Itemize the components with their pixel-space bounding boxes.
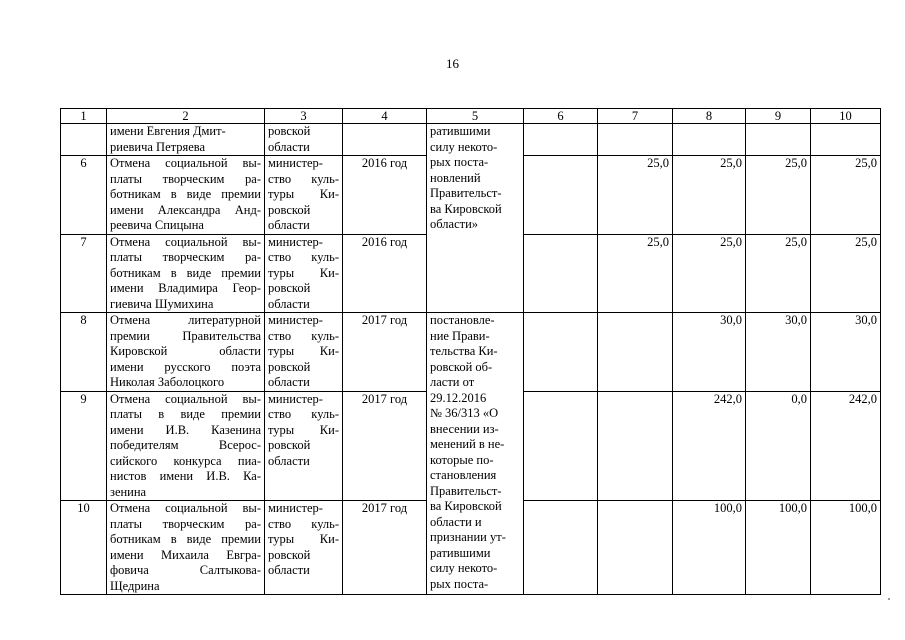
value-cell-col10: 100,0 [811,501,881,595]
cell-text-line: Щедрина [110,578,160,593]
value-cell-col9: 0,0 [746,391,811,501]
department-cell [265,124,343,156]
cell-text-line: сийского конкурса пиа- [110,453,261,468]
value-cell-col8 [673,124,746,156]
department-cell [265,313,343,392]
col-header-1: 1 [61,109,107,124]
cell-text-line: нистов имени И.В. Ка- [110,469,261,483]
cell-text-line: платы творческим ра- [110,171,261,186]
measure-name-cell [107,124,265,156]
value-cell-col7: 25,0 [598,234,673,313]
cell-text-line: туры Ки- [268,532,339,546]
cell-text-line: ровской об- [430,359,493,374]
col-header-8: 8 [673,109,746,124]
value-cell-col6 [524,313,598,392]
value-cell-col7 [598,313,673,392]
value-cell-col7 [598,124,673,156]
value-cell-col6 [524,501,598,595]
cell-text-line: имени Евгения Дмит- [110,124,226,138]
cell-text-line: ботникам в виде премии [110,265,261,280]
value-cell-col10: 30,0 [811,313,881,392]
cell-text-line: ва Кировской [430,499,502,513]
cell-text-line: туры Ки- [268,422,339,437]
value-cell-col6 [524,124,598,156]
cell-text-line: ровской [268,124,311,138]
cell-text-line: области и [430,514,482,529]
value-cell-col8: 25,0 [673,234,746,313]
cell-text-line: платы творческим ра- [110,516,261,531]
cell-text-line: Отмена социальной вы- [110,156,261,170]
cell-text-line: области [268,139,310,154]
value-cell-col10: 25,0 [811,156,881,235]
cell-text-line: ровской [268,202,311,217]
cell-text-line: становления [430,468,497,482]
row-number-cell: 8 [61,313,107,392]
cell-text-line: области» [430,217,479,231]
value-cell-col9: 25,0 [746,234,811,313]
cell-text-line: министер- [268,391,323,406]
cell-text-line: имени Михаила Евгра- [110,547,261,562]
cell-text-line: ласти от [430,375,475,389]
year-cell: 2016 год [343,156,427,235]
department-cell [265,501,343,595]
cell-text-line: рых поста- [430,155,489,169]
cell-text-line: постановле- [430,313,495,327]
cell-text-line: платы в виде премии [110,407,261,421]
cell-text-line: гиевича Шумихина [110,296,214,311]
cell-text-line: № 36/313 «О [430,406,499,420]
value-cell-col10 [811,124,881,156]
cell-text-line: министер- [268,156,323,170]
cell-text-line: зенина [110,484,147,499]
cell-text-line: ство куль- [268,516,339,531]
measure-name-cell [107,391,265,501]
col-header-5: 5 [427,109,524,124]
value-cell-col6 [524,156,598,235]
cell-text-line: менений в не- [430,437,505,451]
cell-text-line: области [268,375,310,389]
year-cell: 2017 год [343,501,427,595]
cell-text-line: туры Ки- [268,265,339,280]
cell-text-line: Правительст- [430,186,502,200]
col-header-2: 2 [107,109,265,124]
cell-text-line: области [268,563,310,577]
year-cell: 2017 год [343,313,427,392]
measure-name-cell [107,156,265,235]
measure-name-cell [107,501,265,595]
cell-text-line: имени Владимира Геор- [110,281,261,295]
row-number-cell: 10 [61,501,107,595]
cell-text-line: ровской [268,547,311,562]
cell-text-line: Отмена социальной вы- [110,501,261,515]
document-table [60,108,881,595]
value-cell-col9: 30,0 [746,313,811,392]
value-cell-col8: 242,0 [673,391,746,501]
cell-text-line: признании ут- [430,530,506,544]
cell-text-line: Отмена социальной вы- [110,391,261,406]
cell-text-line: ровской [268,359,311,374]
cell-text-line: ство куль- [268,250,339,264]
value-cell-col8: 100,0 [673,501,746,595]
cell-text-line: ботникам в виде премии [110,187,261,201]
cell-text-line: Правительст- [430,483,502,498]
cell-text-line: Отмена социальной вы- [110,234,261,249]
cell-text-line: тельства Ки- [430,344,498,358]
cell-text-line: внесении из- [430,421,499,436]
value-cell-col9: 25,0 [746,156,811,235]
cell-text-line: ратившими [430,124,491,138]
cell-text-line: ние Прави- [430,328,490,343]
department-cell [265,156,343,235]
row-number-cell [61,124,107,156]
row-number-cell: 9 [61,391,107,501]
cell-text-line: платы творческим ра- [110,250,261,264]
cell-text-line: которые по- [430,452,494,467]
value-cell-col8: 25,0 [673,156,746,235]
cell-text-line: рых поста- [430,576,489,591]
cell-text-line: имени русского поэта [110,359,261,374]
col-header-10: 10 [811,109,881,124]
year-cell: 2016 год [343,234,427,313]
cell-text-line: ботникам в виде премии [110,532,261,546]
cell-text-line: ратившими [430,545,491,560]
value-cell-col8: 30,0 [673,313,746,392]
table-row [61,124,881,156]
col-header-9: 9 [746,109,811,124]
value-cell-col7 [598,501,673,595]
cell-text-line: риевича Петряева [110,139,206,154]
cell-text-line: премии Правительства [110,328,261,343]
cell-text-line: новлений [430,170,481,185]
row-number-cell: 6 [61,156,107,235]
value-cell-col9: 100,0 [746,501,811,595]
col-header-6: 6 [524,109,598,124]
value-cell-col7 [598,391,673,501]
year-cell: 2017 год [343,391,427,501]
row-number-cell: 7 [61,234,107,313]
col-header-7: 7 [598,109,673,124]
cell-text-line: министер- [268,234,323,249]
col-header-4: 4 [343,109,427,124]
cell-text-line: ровской [268,438,311,452]
cell-text-line: реевича Спицына [110,218,204,232]
department-cell [265,234,343,313]
cell-text-line: имени И.В. Казенина [110,422,261,437]
cell-text-line: Отмена литературной [110,313,261,327]
cell-text-line: ство куль- [268,328,339,343]
cell-text-line: фовича Салтыкова- [110,563,261,577]
value-cell-col9 [746,124,811,156]
cell-text-line: ство куль- [268,171,339,186]
cell-text-line: 29.12.2016 [430,390,487,405]
value-cell-col6 [524,234,598,313]
cell-text-line: министер- [268,313,323,327]
measure-name-cell [107,313,265,392]
measure-name-cell [107,234,265,313]
cell-text-line: области [268,453,310,468]
cell-text-line: победителям Всерос- [110,438,261,452]
value-cell-col10: 242,0 [811,391,881,501]
cell-text-line: силу некото- [430,561,498,575]
cell-text-line: области [268,296,310,311]
value-cell-col7: 25,0 [598,156,673,235]
cell-text-line: ва Кировской [430,201,502,216]
merged-cell-col5-a [427,124,524,313]
scan-mark [888,598,890,600]
header-row [61,109,881,124]
merged-cell-col5-b [427,313,524,595]
cell-text-line: туры Ки- [268,187,339,201]
cell-text-line: Кировской области [110,344,261,358]
cell-text-line: имени Александра Анд- [110,202,261,217]
col-header-3: 3 [265,109,343,124]
cell-text-line: ство куль- [268,407,339,421]
value-cell-col6 [524,391,598,501]
cell-text-line: министер- [268,501,323,515]
year-cell [343,124,427,156]
page-number: 16 [446,56,459,71]
cell-text-line: Николая Заболоцкого [110,375,225,389]
value-cell-col10: 25,0 [811,234,881,313]
cell-text-line: ровской [268,281,311,295]
cell-text-line: туры Ки- [268,344,339,358]
cell-text-line: силу некото- [430,139,498,154]
table-row [61,313,881,392]
cell-text-line: области [268,218,310,232]
department-cell [265,391,343,501]
